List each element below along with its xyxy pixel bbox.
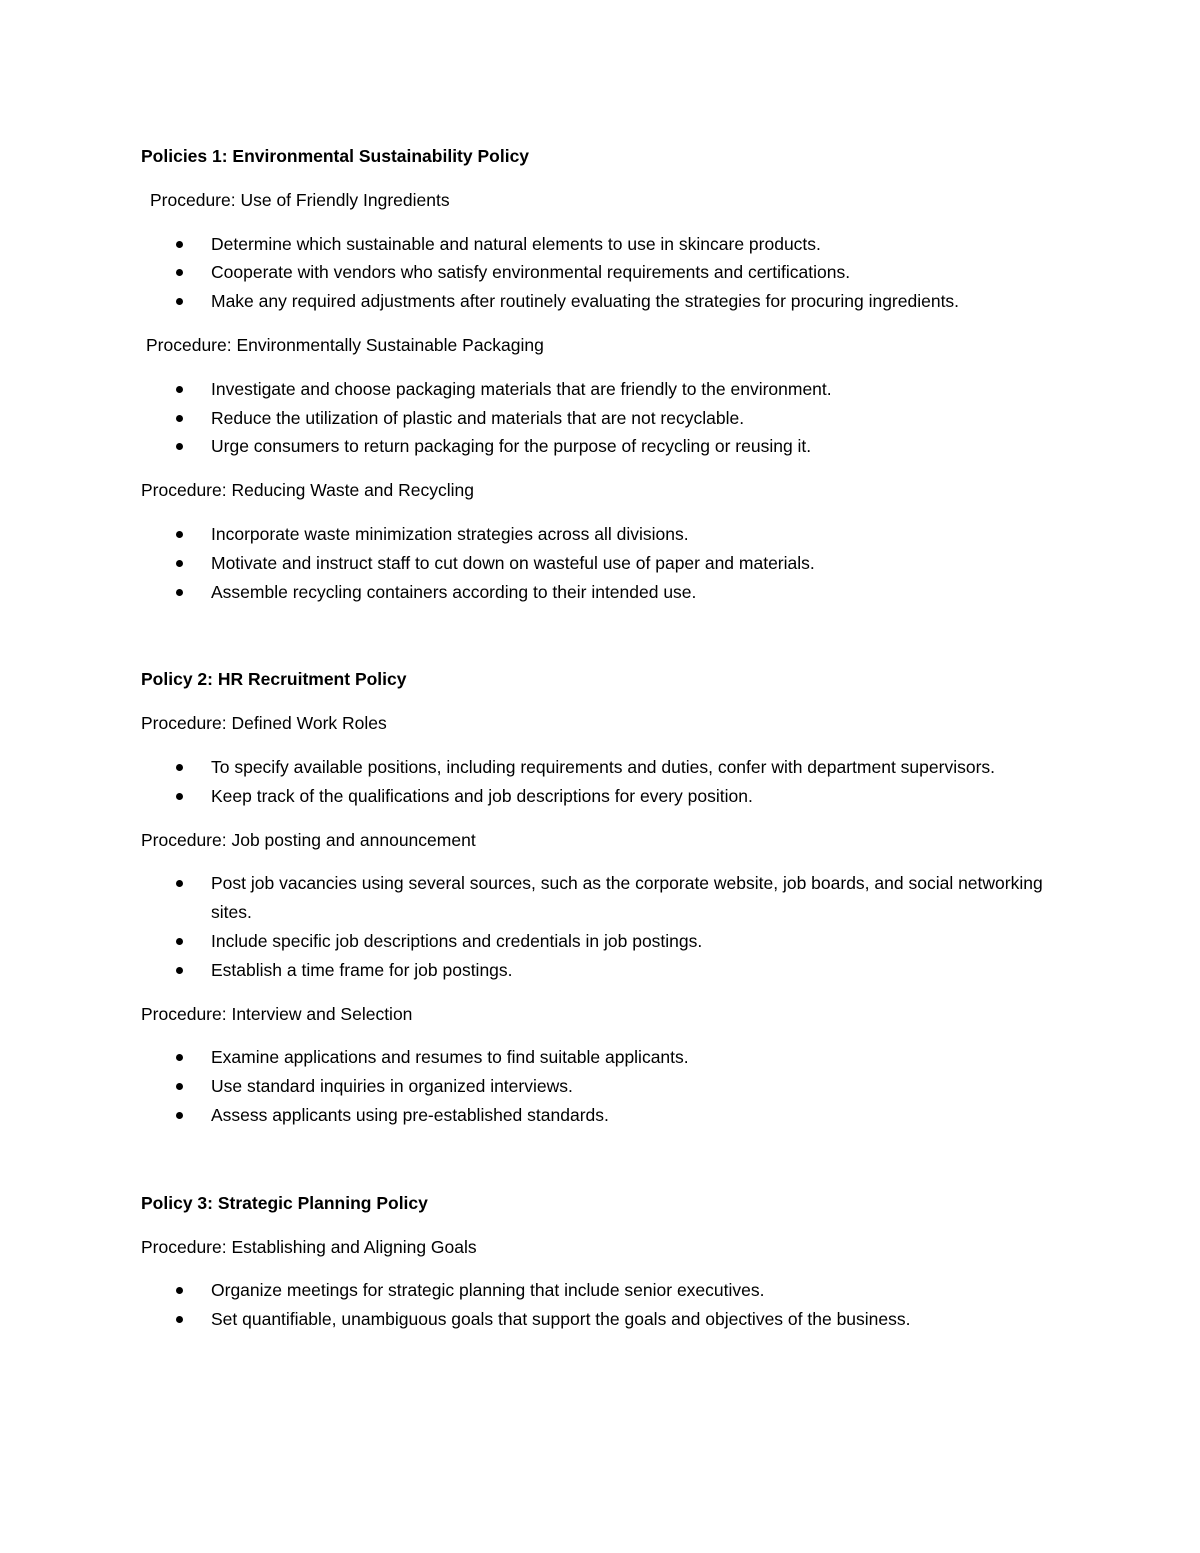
bullet-icon: [176, 764, 183, 771]
list-item: [141, 287, 1061, 316]
bullet-icon: [176, 1054, 183, 1061]
bullet-icon: [176, 880, 183, 887]
document-body: [141, 142, 1061, 1349]
list-item: [141, 782, 1061, 811]
bullet-icon: [176, 793, 183, 800]
procedure-title: Procedure: Reducing Waste and Recycling: [141, 480, 474, 501]
bullet-icon: [176, 386, 183, 393]
list-item-text: Use standard inquiries in organized interviews.: [211, 1076, 573, 1097]
policy-title: Policy 2: HR Recruitment Policy: [141, 669, 407, 690]
list-item-text: Keep track of the qualifications and job descriptions for every position.: [211, 785, 753, 806]
list-item: [141, 956, 1061, 985]
bullet-icon: [176, 298, 183, 305]
list-item-text: Post job vacancies using several sources, such as the corporate website, job boards, and social networking sites.: [211, 873, 1043, 923]
policy-title: Policy 3: Strategic Planning Policy: [141, 1192, 428, 1213]
bullet-icon: [176, 1112, 183, 1119]
bullet-list: [141, 375, 1061, 461]
list-item: [141, 578, 1061, 607]
bullet-icon: [176, 1287, 183, 1294]
list-item: [141, 1072, 1061, 1101]
list-item: [141, 258, 1061, 287]
bullet-list: [141, 520, 1061, 606]
procedure-title: Procedure: Use of Friendly Ingredients: [150, 189, 450, 210]
list-item-text: Investigate and choose packaging materials that are friendly to the environment.: [211, 378, 832, 399]
policy-section: [141, 142, 1061, 606]
list-item-text: Make any required adjustments after routinely evaluating the strategies for procuring ingredients.: [211, 291, 960, 312]
section-spacer: [141, 1145, 1061, 1189]
list-item-text: Organize meetings for strategic planning that include senior executives.: [211, 1280, 765, 1301]
bullet-list: [141, 753, 1061, 811]
bullet-list: [141, 1276, 1061, 1334]
list-item-text: Examine applications and resumes to find suitable applicants.: [211, 1047, 689, 1068]
bullet-list: [141, 1043, 1061, 1129]
bullet-list: [141, 230, 1061, 316]
list-item: [141, 549, 1061, 578]
list-item-text: Cooperate with vendors who satisfy environmental requirements and certifications.: [211, 262, 851, 283]
list-item: [141, 869, 1061, 927]
list-item-text: Include specific job descriptions and credentials in job postings.: [211, 930, 703, 951]
list-item: [141, 1101, 1061, 1130]
list-item: [141, 230, 1061, 259]
bullet-icon: [176, 967, 183, 974]
list-item-text: Motivate and instruct staff to cut down on wasteful use of paper and materials.: [211, 552, 815, 573]
list-item-text: Assess applicants using pre-established standards.: [211, 1104, 609, 1125]
list-item-text: Urge consumers to return packaging for the purpose of recycling or reusing it.: [211, 436, 812, 457]
bullet-icon: [176, 560, 183, 567]
list-item-text: Determine which sustainable and natural elements to use in skincare products.: [211, 233, 821, 254]
policy-section: [141, 1189, 1061, 1334]
procedure-title: Procedure: Establishing and Aligning Goals: [141, 1236, 477, 1257]
list-item-text: Reduce the utilization of plastic and materials that are not recyclable.: [211, 407, 745, 428]
list-item: [141, 404, 1061, 433]
list-item-text: Assemble recycling containers according to their intended use.: [211, 581, 697, 602]
procedure-title: Procedure: Job posting and announcement: [141, 829, 476, 850]
bullet-icon: [176, 443, 183, 450]
procedure-title: Procedure: Interview and Selection: [141, 1003, 413, 1024]
list-item: [141, 753, 1061, 782]
list-item: [141, 927, 1061, 956]
list-item-text: Establish a time frame for job postings.: [211, 959, 513, 980]
list-item: [141, 375, 1061, 404]
bullet-list: [141, 869, 1061, 984]
bullet-icon: [176, 1316, 183, 1323]
procedure-title: Procedure: Environmentally Sustainable Packaging: [146, 334, 544, 355]
list-item: [141, 1043, 1061, 1072]
list-item-text: Set quantifiable, unambiguous goals that support the goals and objectives of the business.: [211, 1309, 911, 1330]
bullet-icon: [176, 1083, 183, 1090]
list-item: [141, 520, 1061, 549]
section-spacer: [141, 621, 1061, 665]
procedure-title: Procedure: Defined Work Roles: [141, 713, 387, 734]
policy-title: Policies 1: Environmental Sustainability Policy: [141, 146, 530, 166]
bullet-icon: [176, 241, 183, 248]
policy-section: [141, 665, 1061, 1129]
list-item: [141, 1276, 1061, 1305]
list-item: [141, 432, 1061, 461]
bullet-icon: [176, 589, 183, 596]
list-item: [141, 1305, 1061, 1334]
list-item-text: Incorporate waste minimization strategies across all divisions.: [211, 523, 689, 544]
list-item-text: To specify available positions, including requirements and duties, confer with department supervisors.: [211, 756, 996, 777]
bullet-icon: [176, 415, 183, 422]
bullet-icon: [176, 531, 183, 538]
bullet-icon: [176, 938, 183, 945]
bullet-icon: [176, 269, 183, 276]
